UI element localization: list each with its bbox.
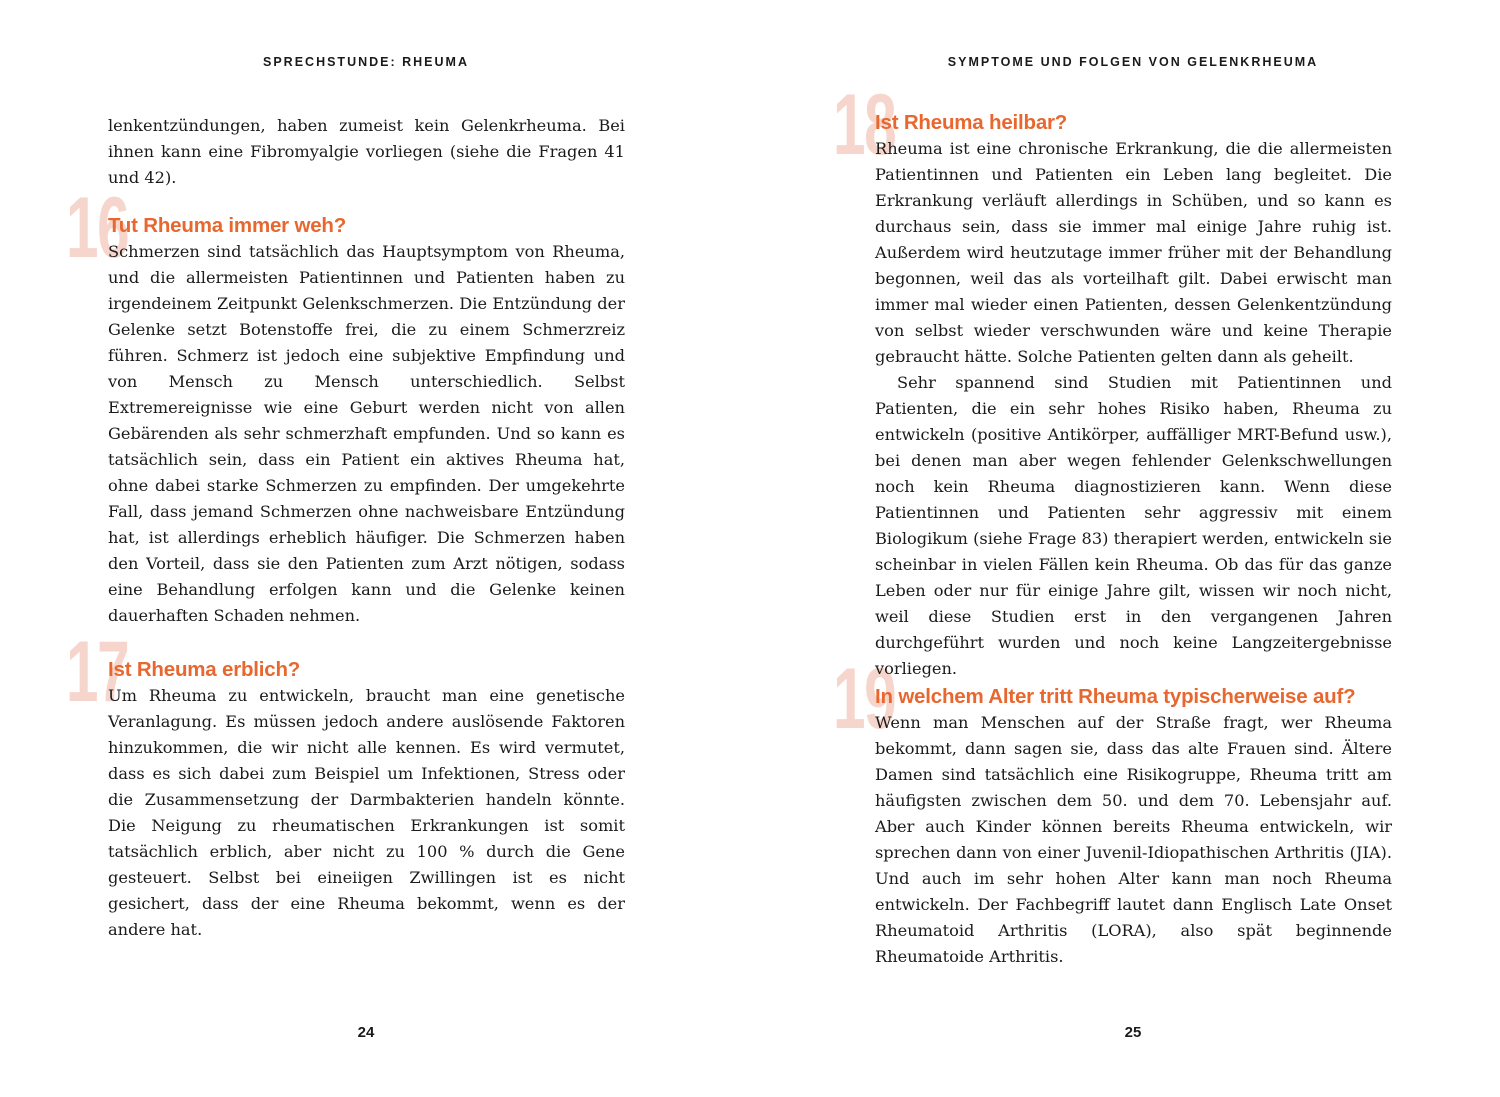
running-head-right: SYMPTOME UND FOLGEN VON GELENKRHEUMA xyxy=(947,55,1319,69)
question-number: 17 xyxy=(66,624,129,720)
question-19 xyxy=(833,651,1392,970)
question-18 xyxy=(833,77,1392,682)
question-17 xyxy=(66,624,625,943)
question-number: 16 xyxy=(66,180,129,276)
page-number-right: 25 xyxy=(1124,1024,1142,1041)
answer-paragraph: Schmerzen sind tatsächlich das Hauptsymptom von Rheuma, und die allermeisten Patientinnen und Patienten haben zu irgendeinem Zeitpunkt Gelenkschmerzen. Die Entzündung der Gelenke setzt Botenstoffe frei, die zu einem Schmerzreiz führen. Schmerz ist jedoch eine subjektive Empfindung und von Mensch zu Mensch unterschiedlich. Selbst Extremereignisse wie eine Geburt werden nicht von allen Gebärenden als sehr schmerzhaft empfunden. Und so kann es tatsächlich sein, dass ein Patient ein aktives Rheuma hat, ohne dabei starke Schmerzen zu empfinden. Der umgekehrte Fall, dass jemand Schmerzen ohne nachweisbare Entzündung hat, ist allerdings erheblich häufiger. Die Schmerzen haben den Vorteil, dass sie den Patienten zum Arzt nötigen, sodass eine Behandlung erfolgen kann und die Gelenke keinen dauerhaften Schaden nehmen. xyxy=(108,242,625,625)
question-title: Ist Rheuma heilbar? xyxy=(875,111,1068,134)
page-number-left: 24 xyxy=(357,1024,375,1041)
answer-paragraph: Wenn man Menschen auf der Straße fragt, wer Rheuma bekommt, dann sagen sie, dass das alte Frauen sind. Ältere Damen sind tatsächlich eine Risikogruppe, Rheuma tritt am häufigsten zwischen dem 50. und dem 70. Lebensjahr auf. Aber auch Kinder können bereits Rheuma entwickeln, wir sprechen dann von einer Juvenil-Idiopathischen Arthritis (JIA). Und auch im sehr hohen Alter kann man noch Rheuma entwickeln. Der Fachbegriff lautet dann Englisch Late Onset Rheumatoid Arthritis (LORA), also spät beginnende Rheumatoide Arthritis. xyxy=(875,713,1392,966)
question-title: Ist Rheuma erblich? xyxy=(108,658,301,681)
answer-paragraph: Um Rheuma zu entwickeln, braucht man eine genetische Veranlagung. Es müssen jedoch andere auslösende Faktoren hinzukommen, die wir nicht alle kennen. Es wird vermutet, dass es sich dabei zum Beispiel um Infektionen, Stress oder die Zusammensetzung der Darmbakterien handeln könnte. Die Neigung zu rheumatischen Erkrankungen ist somit tatsächlich erblich, aber nicht zu 100 % durch die Gene gesteuert. Selbst bei eineiigen Zwillingen ist es nicht gesichert, dass der eine Rheuma bekommt, wenn es der andere hat. xyxy=(108,686,625,939)
right-page xyxy=(750,0,1500,1097)
question-title: Tut Rheuma immer weh? xyxy=(108,214,347,237)
answer-paragraph: Sehr spannend sind Studien mit Patientinnen und Patienten, die ein sehr hohes Risiko haben, Rheuma zu entwickeln (positive Antikörper, auffälliger MRT-Befund usw.), bei denen man aber wegen fehlender Gelenkschwellungen noch kein Rheuma diagnostizieren kann. Wenn diese Patientinnen und Patienten sehr aggressiv mit einem Biologikum (siehe Frage 83) therapiert werden, entwickeln sie scheinbar in vielen Fällen kein Rheuma. Ob das für das ganze Leben oder nur für einige Jahre gilt, wissen wir noch nicht, weil diese Studien erst in den vergangenen Jahren durchgeführt wurden und noch keine Langzeitergebnisse vorliegen. xyxy=(875,373,1392,678)
continued-paragraph: lenkentzündungen, haben zumeist kein Gelenkrheuma. Bei ihnen kann eine Fibromyalgie vorliegen (siehe die Fragen 41 und 42). xyxy=(108,116,625,187)
question-16 xyxy=(66,180,625,629)
question-number: 19 xyxy=(833,651,896,747)
question-number: 18 xyxy=(833,77,896,173)
question-title: In welchem Alter tritt Rheuma typischerweise auf? xyxy=(875,685,1356,708)
running-head-left: SPRECHSTUNDE: RHEUMA xyxy=(263,55,469,69)
answer-paragraph: Rheuma ist eine chronische Erkrankung, die die allermeisten Patientinnen und Patienten ein Leben lang begleitet. Die Erkrankung verläuft allerdings in Schüben, und so kann es durchaus sein, dass sie immer mal einige Jahre ruhig ist. Außerdem wird heutzutage immer früher mit der Behandlung begonnen, weil das als vorteilhaft gilt. Dabei erwischt man immer mal wieder einen Patienten, dessen Gelenkentzündung von selbst wieder verschwunden wäre und keine Therapie gebraucht hätte. Solche Patienten gelten dann als geheilt. xyxy=(875,139,1392,366)
